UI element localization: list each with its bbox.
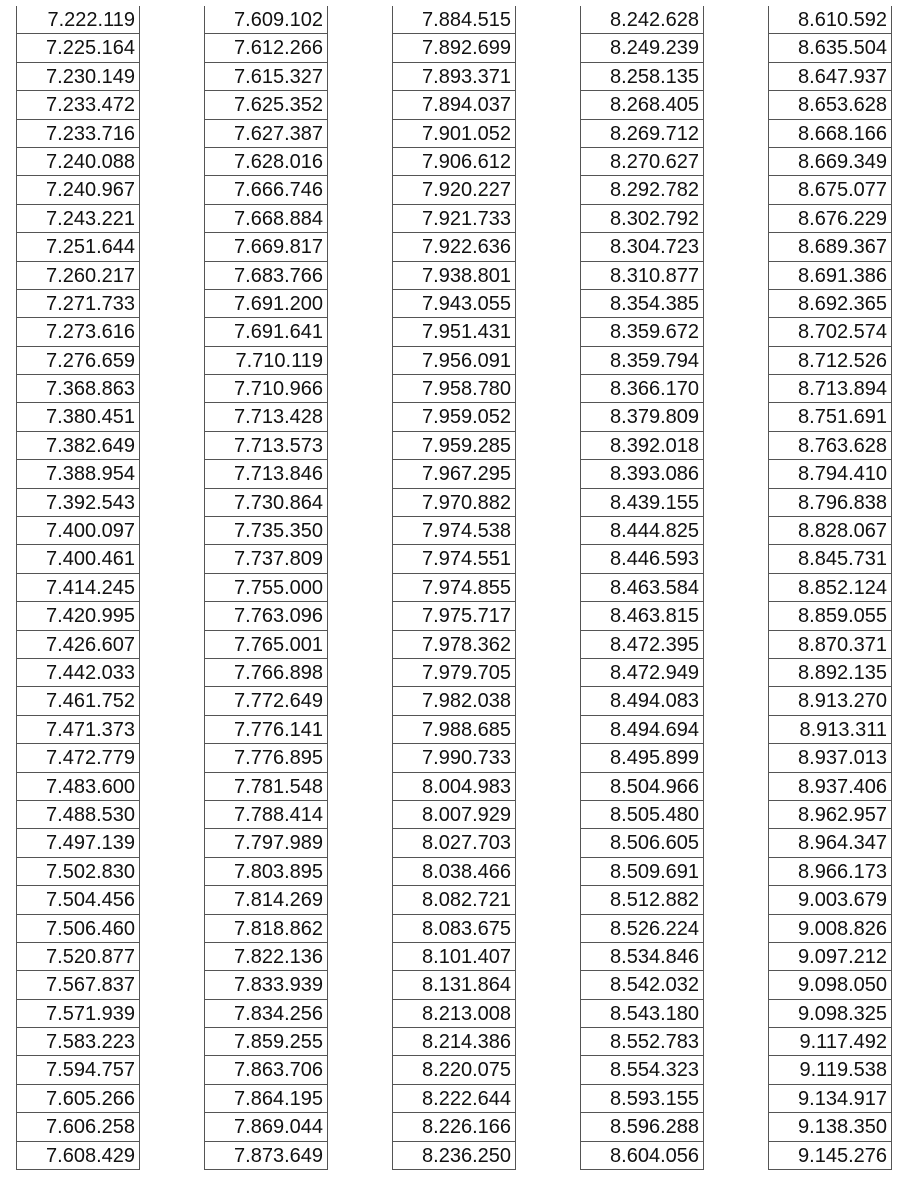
table-cell: 8.214.386 <box>393 1028 515 1056</box>
table-cell: 8.712.526 <box>769 347 891 375</box>
table-cell: 8.354.385 <box>581 290 703 318</box>
table-cell: 7.713.428 <box>205 403 327 431</box>
table-cell: 7.627.387 <box>205 120 327 148</box>
table-cell: 7.974.855 <box>393 574 515 602</box>
table-cell: 8.083.675 <box>393 915 515 943</box>
table-cell: 7.583.223 <box>17 1028 139 1056</box>
table-cell: 9.098.050 <box>769 971 891 999</box>
table-cell: 7.873.649 <box>205 1142 327 1170</box>
table-cell: 8.494.083 <box>581 687 703 715</box>
table-cell: 7.230.149 <box>17 63 139 91</box>
table-cell: 7.894.037 <box>393 91 515 119</box>
table-cell: 7.567.837 <box>17 971 139 999</box>
table-cell: 7.938.801 <box>393 262 515 290</box>
table-cell: 8.004.983 <box>393 773 515 801</box>
table-cell: 7.974.538 <box>393 517 515 545</box>
table-cell: 7.240.088 <box>17 148 139 176</box>
table-cell: 7.414.245 <box>17 574 139 602</box>
table-cell: 8.763.628 <box>769 432 891 460</box>
table-cell: 7.683.766 <box>205 262 327 290</box>
table-cell: 7.710.966 <box>205 375 327 403</box>
table-cell: 7.502.830 <box>17 858 139 886</box>
table-cell: 8.751.691 <box>769 403 891 431</box>
table-cell: 8.027.703 <box>393 829 515 857</box>
table-cell: 8.269.712 <box>581 120 703 148</box>
table-cell: 7.609.102 <box>205 6 327 34</box>
table-cell: 8.444.825 <box>581 517 703 545</box>
table-cell: 9.134.917 <box>769 1085 891 1113</box>
table-cell: 7.967.295 <box>393 460 515 488</box>
table-cell: 8.392.018 <box>581 432 703 460</box>
table-cell: 7.271.733 <box>17 290 139 318</box>
table-column-2 <box>204 6 328 1170</box>
table-cell: 9.098.325 <box>769 1000 891 1028</box>
table-cell: 7.504.456 <box>17 886 139 914</box>
table-cell: 8.310.877 <box>581 262 703 290</box>
table-cell: 7.488.530 <box>17 801 139 829</box>
table-cell: 9.119.538 <box>769 1056 891 1084</box>
table-cell: 8.258.135 <box>581 63 703 91</box>
table-cell: 7.922.636 <box>393 233 515 261</box>
table-cell: 7.691.200 <box>205 290 327 318</box>
table-cell: 7.426.607 <box>17 631 139 659</box>
table-cell: 8.828.067 <box>769 517 891 545</box>
table-cell: 7.628.016 <box>205 148 327 176</box>
table-cell: 8.512.882 <box>581 886 703 914</box>
table-cell: 7.273.616 <box>17 318 139 346</box>
table-cell: 8.472.949 <box>581 659 703 687</box>
table-cell: 8.472.395 <box>581 631 703 659</box>
table-cell: 7.978.362 <box>393 631 515 659</box>
table-cell: 7.959.285 <box>393 432 515 460</box>
table-cell: 8.446.593 <box>581 545 703 573</box>
table-cell: 7.240.967 <box>17 176 139 204</box>
table-cell: 7.442.033 <box>17 659 139 687</box>
table-cell: 8.542.032 <box>581 971 703 999</box>
table-cell: 8.859.055 <box>769 602 891 630</box>
table-cell: 7.713.573 <box>205 432 327 460</box>
table-cell: 7.818.862 <box>205 915 327 943</box>
table-cell: 8.796.838 <box>769 489 891 517</box>
table-cell: 7.400.461 <box>17 545 139 573</box>
table-cell: 8.213.008 <box>393 1000 515 1028</box>
table-column-5 <box>768 6 892 1170</box>
table-cell: 7.380.451 <box>17 403 139 431</box>
table-cell: 7.834.256 <box>205 1000 327 1028</box>
table-cell: 7.730.864 <box>205 489 327 517</box>
table-cell: 7.766.898 <box>205 659 327 687</box>
table-cell: 7.921.733 <box>393 205 515 233</box>
table-cell: 8.504.966 <box>581 773 703 801</box>
table-cell: 7.869.044 <box>205 1113 327 1141</box>
table-cell: 7.943.055 <box>393 290 515 318</box>
table-cell: 7.243.221 <box>17 205 139 233</box>
table-cell: 7.594.757 <box>17 1056 139 1084</box>
table-cell: 7.225.164 <box>17 34 139 62</box>
table-cell: 7.951.431 <box>393 318 515 346</box>
table-cell: 8.304.723 <box>581 233 703 261</box>
table-cell: 7.233.716 <box>17 120 139 148</box>
table-cell: 7.571.939 <box>17 1000 139 1028</box>
table-cell: 7.814.269 <box>205 886 327 914</box>
table-cell: 7.803.895 <box>205 858 327 886</box>
table-cell: 8.366.170 <box>581 375 703 403</box>
table-cell: 8.359.794 <box>581 347 703 375</box>
table-cell: 7.892.699 <box>393 34 515 62</box>
table-cell: 8.913.311 <box>769 716 891 744</box>
table-cell: 8.552.783 <box>581 1028 703 1056</box>
table-cell: 7.382.649 <box>17 432 139 460</box>
table-cell: 7.956.091 <box>393 347 515 375</box>
table-cell: 7.713.846 <box>205 460 327 488</box>
table-cell: 7.666.746 <box>205 176 327 204</box>
table-cell: 7.668.884 <box>205 205 327 233</box>
table-cell: 7.400.097 <box>17 517 139 545</box>
table-cell: 7.737.809 <box>205 545 327 573</box>
table-cell: 7.864.195 <box>205 1085 327 1113</box>
table-cell: 7.606.258 <box>17 1113 139 1141</box>
table-cell: 9.145.276 <box>769 1142 891 1170</box>
table-cell: 8.242.628 <box>581 6 703 34</box>
table-cell: 8.534.846 <box>581 943 703 971</box>
table-cell: 7.461.752 <box>17 687 139 715</box>
table-cell: 8.604.056 <box>581 1142 703 1170</box>
table-cell: 9.097.212 <box>769 943 891 971</box>
table-cell: 8.691.386 <box>769 262 891 290</box>
table-cell: 8.236.250 <box>393 1142 515 1170</box>
table-cell: 8.966.173 <box>769 858 891 886</box>
table-cell: 7.859.255 <box>205 1028 327 1056</box>
table-cell: 8.463.815 <box>581 602 703 630</box>
table-cell: 7.691.641 <box>205 318 327 346</box>
table-column-4 <box>580 6 704 1170</box>
table-cell: 9.117.492 <box>769 1028 891 1056</box>
table-cell: 7.974.551 <box>393 545 515 573</box>
table-cell: 7.233.472 <box>17 91 139 119</box>
table-cell: 7.497.139 <box>17 829 139 857</box>
table-cell: 8.962.957 <box>769 801 891 829</box>
table-cell: 7.990.733 <box>393 744 515 772</box>
table-cell: 8.268.405 <box>581 91 703 119</box>
table-cell: 7.788.414 <box>205 801 327 829</box>
table-cell: 8.554.323 <box>581 1056 703 1084</box>
table-cell: 8.845.731 <box>769 545 891 573</box>
table-cell: 7.625.352 <box>205 91 327 119</box>
table-cell: 8.495.899 <box>581 744 703 772</box>
table-cell: 9.138.350 <box>769 1113 891 1141</box>
table-cell: 8.794.410 <box>769 460 891 488</box>
table-cell: 8.669.349 <box>769 148 891 176</box>
table-cell: 7.763.096 <box>205 602 327 630</box>
table-cell: 8.635.504 <box>769 34 891 62</box>
table-cell: 7.605.266 <box>17 1085 139 1113</box>
table-cell: 8.249.239 <box>581 34 703 62</box>
table-cell: 8.937.406 <box>769 773 891 801</box>
table-cell: 7.765.001 <box>205 631 327 659</box>
table-cell: 8.439.155 <box>581 489 703 517</box>
table-column-1 <box>16 6 140 1170</box>
table-cell: 8.359.672 <box>581 318 703 346</box>
table-cell: 8.226.166 <box>393 1113 515 1141</box>
table-cell: 8.131.864 <box>393 971 515 999</box>
table-cell: 7.979.705 <box>393 659 515 687</box>
table-cell: 7.772.649 <box>205 687 327 715</box>
table-cell: 8.913.270 <box>769 687 891 715</box>
table-cell: 7.920.227 <box>393 176 515 204</box>
table-cell: 9.003.679 <box>769 886 891 914</box>
table-cell: 7.222.119 <box>17 6 139 34</box>
table-cell: 8.596.288 <box>581 1113 703 1141</box>
table-cell: 7.735.350 <box>205 517 327 545</box>
table-cell: 8.302.792 <box>581 205 703 233</box>
table-cell: 7.669.817 <box>205 233 327 261</box>
table-cell: 8.676.229 <box>769 205 891 233</box>
table-cell: 7.472.779 <box>17 744 139 772</box>
table-cell: 8.668.166 <box>769 120 891 148</box>
table-cell: 8.082.721 <box>393 886 515 914</box>
table-cell: 8.509.691 <box>581 858 703 886</box>
table-cell: 8.702.574 <box>769 318 891 346</box>
table-cell: 7.893.371 <box>393 63 515 91</box>
table-cell: 7.368.863 <box>17 375 139 403</box>
table-cell: 7.612.266 <box>205 34 327 62</box>
table-cell: 7.251.644 <box>17 233 139 261</box>
table-cell: 8.463.584 <box>581 574 703 602</box>
number-table <box>0 6 908 1192</box>
table-cell: 8.713.894 <box>769 375 891 403</box>
table-cell: 8.506.605 <box>581 829 703 857</box>
table-cell: 8.220.075 <box>393 1056 515 1084</box>
table-cell: 7.520.877 <box>17 943 139 971</box>
table-cell: 7.781.548 <box>205 773 327 801</box>
table-cell: 8.892.135 <box>769 659 891 687</box>
table-cell: 8.610.592 <box>769 6 891 34</box>
table-cell: 7.958.780 <box>393 375 515 403</box>
table-cell: 8.494.694 <box>581 716 703 744</box>
table-cell: 7.471.373 <box>17 716 139 744</box>
table-cell: 8.379.809 <box>581 403 703 431</box>
table-cell: 7.615.327 <box>205 63 327 91</box>
table-cell: 8.038.466 <box>393 858 515 886</box>
table-cell: 8.937.013 <box>769 744 891 772</box>
table-cell: 7.260.217 <box>17 262 139 290</box>
table-cell: 7.863.706 <box>205 1056 327 1084</box>
table-cell: 7.755.000 <box>205 574 327 602</box>
table-cell: 8.292.782 <box>581 176 703 204</box>
table-cell: 8.270.627 <box>581 148 703 176</box>
table-cell: 8.689.367 <box>769 233 891 261</box>
table-cell: 7.959.052 <box>393 403 515 431</box>
table-cell: 7.388.954 <box>17 460 139 488</box>
table-cell: 7.392.543 <box>17 489 139 517</box>
table-cell: 7.982.038 <box>393 687 515 715</box>
table-cell: 8.101.407 <box>393 943 515 971</box>
table-cell: 7.901.052 <box>393 120 515 148</box>
table-cell: 7.710.119 <box>205 347 327 375</box>
table-cell: 7.970.882 <box>393 489 515 517</box>
table-cell: 7.797.989 <box>205 829 327 857</box>
table-cell: 7.483.600 <box>17 773 139 801</box>
table-cell: 8.852.124 <box>769 574 891 602</box>
table-cell: 7.988.685 <box>393 716 515 744</box>
table-cell: 7.822.136 <box>205 943 327 971</box>
table-cell: 8.692.365 <box>769 290 891 318</box>
table-cell: 8.222.644 <box>393 1085 515 1113</box>
table-cell: 7.776.141 <box>205 716 327 744</box>
table-cell: 7.906.612 <box>393 148 515 176</box>
table-cell: 8.870.371 <box>769 631 891 659</box>
table-cell: 8.675.077 <box>769 176 891 204</box>
table-cell: 8.593.155 <box>581 1085 703 1113</box>
table-cell: 7.776.895 <box>205 744 327 772</box>
table-cell: 8.647.937 <box>769 63 891 91</box>
table-column-3 <box>392 6 516 1170</box>
table-cell: 8.964.347 <box>769 829 891 857</box>
table-cell: 7.276.659 <box>17 347 139 375</box>
table-cell: 8.393.086 <box>581 460 703 488</box>
table-cell: 8.543.180 <box>581 1000 703 1028</box>
table-cell: 7.608.429 <box>17 1142 139 1170</box>
table-cell: 9.008.826 <box>769 915 891 943</box>
table-cell: 8.653.628 <box>769 91 891 119</box>
table-cell: 7.506.460 <box>17 915 139 943</box>
table-cell: 7.833.939 <box>205 971 327 999</box>
table-cell: 7.420.995 <box>17 602 139 630</box>
table-cell: 7.975.717 <box>393 602 515 630</box>
table-cell: 8.526.224 <box>581 915 703 943</box>
table-cell: 7.884.515 <box>393 6 515 34</box>
table-cell: 8.505.480 <box>581 801 703 829</box>
table-cell: 8.007.929 <box>393 801 515 829</box>
